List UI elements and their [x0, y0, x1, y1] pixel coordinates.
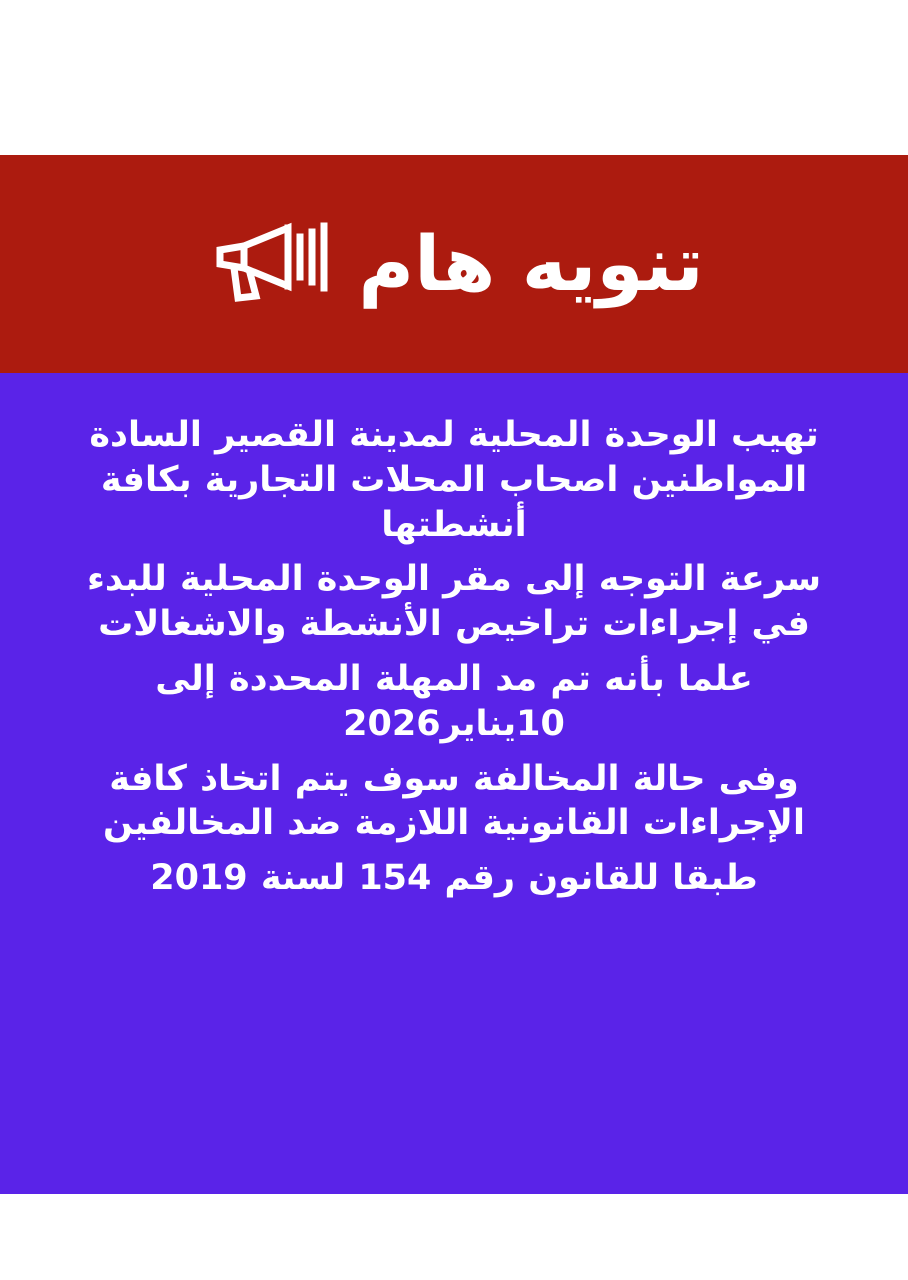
bottom-margin	[0, 1194, 908, 1280]
announcement-paragraph-3: علما بأنه تم مد المهلة المحددة إلى 10يناير2026	[155, 658, 753, 744]
banner-header	[0, 155, 908, 373]
banner-title: تنويه هام	[358, 219, 704, 308]
announcement-body	[0, 373, 908, 1194]
megaphone-icon	[204, 216, 332, 312]
announcement-paragraph-2: سرعة التوجه إلى مقر الوحدة المحلية للبدء في إجراءات تراخيص الأنشطة والاشغالات	[86, 559, 822, 645]
announcement-paragraph-4: وفى حالة المخالفة سوف يتم اتخاذ كافة الإجراءات القانونية اللازمة ضد المخالفين	[103, 758, 805, 844]
top-margin	[0, 0, 908, 155]
announcement-paragraph-1: تهيب الوحدة المحلية لمدينة القصير السادة المواطنين اصحاب المحلات التجارية بكافة أنشطتها	[89, 415, 819, 545]
announcement-paragraph-5: طبقا للقانون رقم 154 لسنة 2019	[150, 858, 758, 899]
